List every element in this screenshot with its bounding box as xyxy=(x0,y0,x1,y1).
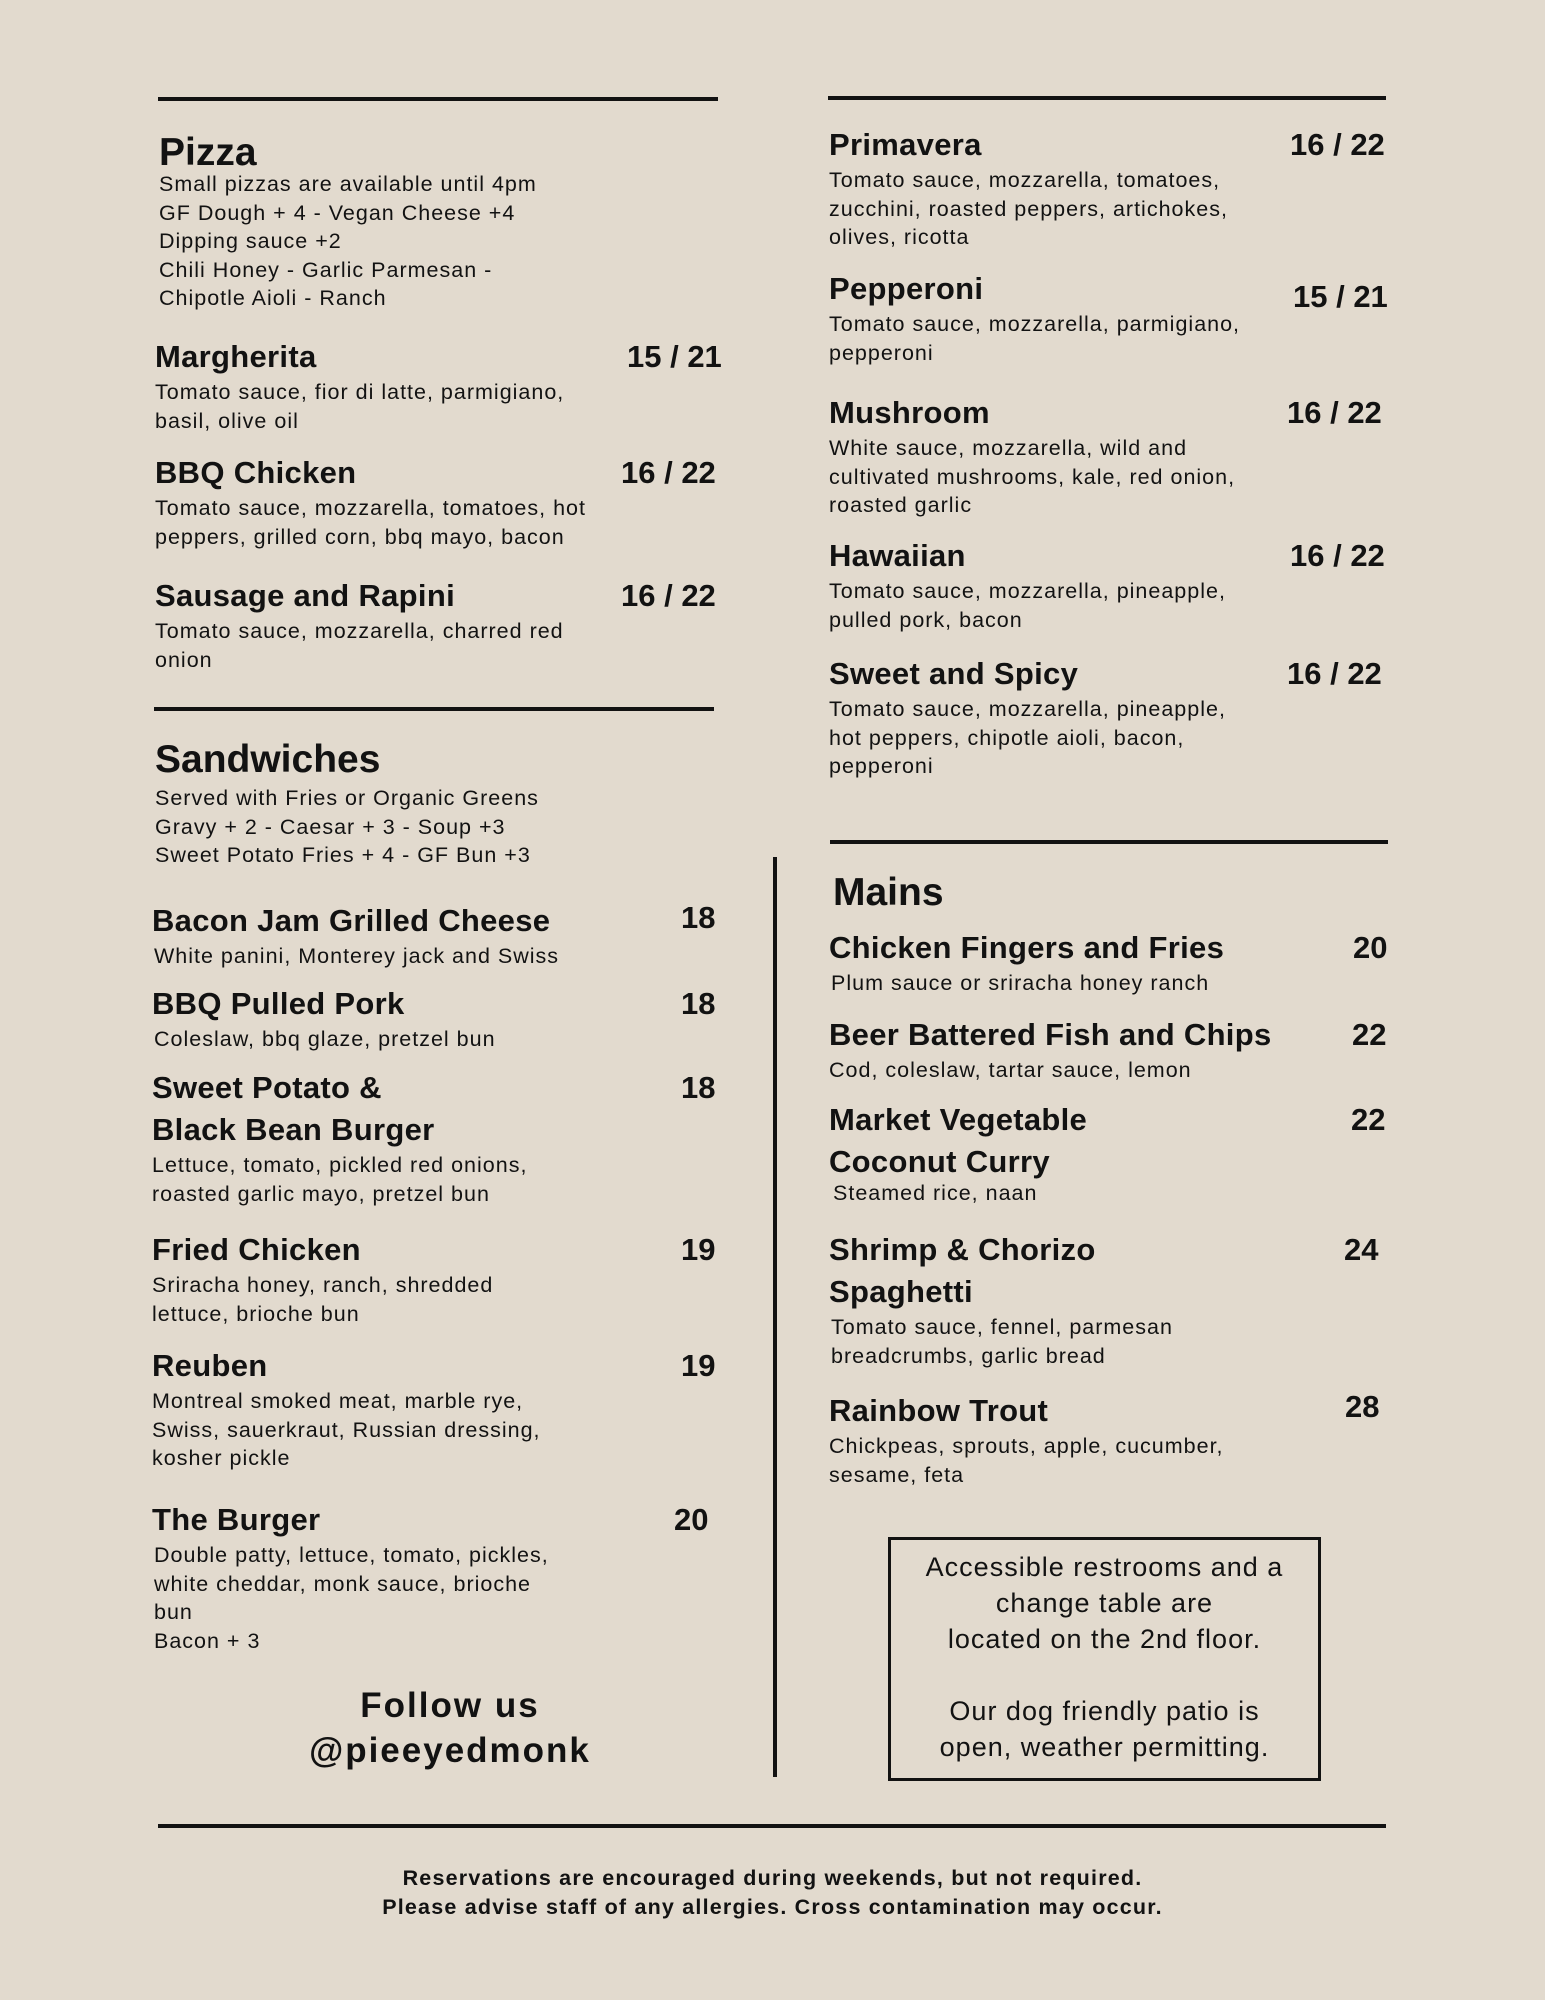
pizza-note: Small pizzas are available until 4pm xyxy=(159,172,537,196)
item-desc xyxy=(829,1313,1394,1370)
footer-line: Reservations are encouraged during weekends, but not required. xyxy=(402,1866,1143,1890)
item-name: Sweet Potato & xyxy=(152,1070,382,1105)
item-price: 19 xyxy=(681,1348,716,1383)
menu-item xyxy=(152,900,722,971)
info-line: Accessible restrooms and a xyxy=(925,1552,1284,1582)
item-name: BBQ Chicken xyxy=(155,455,357,490)
sandwiches-title: Sandwiches xyxy=(155,738,381,781)
item-price: 16 / 22 xyxy=(1287,395,1382,430)
item-name: Market Vegetable xyxy=(829,1102,1088,1137)
info-box xyxy=(888,1537,1321,1781)
desc-line: Tomato sauce, mozzarella, pineapple, xyxy=(829,579,1226,603)
desc-line: White sauce, mozzarella, wild and xyxy=(829,436,1188,460)
item-price: 18 xyxy=(681,900,716,935)
sandwiches-notes xyxy=(155,784,539,870)
info-line: change table are xyxy=(995,1588,1214,1618)
menu-item xyxy=(829,927,1394,998)
item-desc xyxy=(152,1025,722,1054)
desc-line: sesame, feta xyxy=(829,1462,965,1487)
social-handle: @pieeyedmonk xyxy=(309,1731,591,1770)
menu-item xyxy=(829,1229,1394,1370)
info-line xyxy=(891,1657,1318,1693)
menu-item xyxy=(152,1345,722,1473)
pizza-note: GF Dough + 4 - Vegan Cheese +4 xyxy=(159,200,516,225)
item-price: 15 / 21 xyxy=(627,339,722,374)
item-price: 20 xyxy=(1353,930,1388,965)
item-price: 16 / 22 xyxy=(621,578,716,613)
item-name: Coconut Curry xyxy=(829,1144,1050,1179)
menu-item xyxy=(829,1014,1394,1085)
desc-line: Swiss, sauerkraut, Russian dressing, xyxy=(152,1417,541,1442)
item-name: Reuben xyxy=(152,1348,268,1383)
item-name: Hawaiian xyxy=(829,538,966,573)
item-price: 16 / 22 xyxy=(1287,656,1382,691)
menu-item xyxy=(829,653,1394,781)
desc-line: Bacon + 3 xyxy=(154,1628,261,1653)
desc-line: Tomato sauce, mozzarella, tomatoes, xyxy=(829,168,1221,192)
menu-item xyxy=(829,124,1394,252)
sandwiches-top-rule xyxy=(154,707,714,711)
pizza-top-rule xyxy=(158,97,718,101)
item-desc xyxy=(155,494,725,551)
item-name: Rainbow Trout xyxy=(829,1393,1049,1428)
footer-line: Please advise staff of any allergies. Cross contamination may occur. xyxy=(382,1895,1163,1919)
item-name: Primavera xyxy=(829,127,982,162)
item-desc xyxy=(829,1432,1394,1489)
footer xyxy=(0,1864,1545,1922)
menu-item xyxy=(152,1067,722,1208)
item-name: BBQ Pulled Pork xyxy=(152,986,405,1021)
desc-line: basil, olive oil xyxy=(155,408,299,433)
menu-item xyxy=(152,983,722,1054)
menu-item xyxy=(829,1099,1394,1208)
item-desc xyxy=(829,434,1394,520)
item-desc xyxy=(829,969,1394,998)
desc-line: Chickpeas, sprouts, apple, cucumber, xyxy=(829,1434,1224,1458)
footer-top-rule xyxy=(158,1824,1386,1828)
item-desc xyxy=(155,378,725,435)
pizza-note: Chipotle Aioli - Ranch xyxy=(159,286,387,310)
sandwiches-note: Served with Fries or Organic Greens xyxy=(155,786,539,810)
item-price: 16 / 22 xyxy=(621,455,716,490)
item-desc xyxy=(152,942,722,971)
item-price: 18 xyxy=(681,1070,716,1105)
pizza-note: Dipping sauce +2 xyxy=(159,229,342,253)
desc-line: Tomato sauce, mozzarella, tomatoes, hot xyxy=(155,496,586,520)
menu-item xyxy=(829,535,1394,634)
menu-item xyxy=(152,1229,722,1328)
desc-line: Steamed rice, naan xyxy=(833,1181,1038,1205)
item-price: 18 xyxy=(681,986,716,1021)
menu-item xyxy=(829,268,1394,367)
item-desc xyxy=(155,617,725,674)
sandwiches-note: Gravy + 2 - Caesar + 3 - Soup +3 xyxy=(155,814,506,839)
item-desc xyxy=(829,1056,1394,1085)
item-desc xyxy=(829,577,1394,634)
mains-title: Mains xyxy=(833,871,944,914)
item-price: 20 xyxy=(674,1502,709,1537)
desc-line: Plum sauce or sriracha honey ranch xyxy=(831,971,1210,995)
pizza-title: Pizza xyxy=(159,131,257,174)
desc-line: White panini, Monterey jack and Swiss xyxy=(154,944,560,968)
item-price: 22 xyxy=(1352,1017,1387,1052)
item-desc xyxy=(152,1387,722,1473)
desc-line: Sriracha honey, ranch, shredded xyxy=(152,1273,494,1297)
pizza-notes xyxy=(159,170,537,313)
desc-line: Montreal smoked meat, marble rye, xyxy=(152,1389,524,1413)
menu-item xyxy=(155,575,725,674)
item-price: 24 xyxy=(1344,1232,1379,1267)
info-line: open, weather permitting. xyxy=(939,1732,1270,1762)
desc-line: Tomato sauce, mozzarella, pineapple, xyxy=(829,697,1226,721)
item-name: Sweet and Spicy xyxy=(829,656,1079,691)
info-line: located on the 2nd floor. xyxy=(947,1624,1262,1654)
item-desc xyxy=(829,310,1394,367)
menu-item xyxy=(829,1390,1394,1489)
desc-line: bun xyxy=(154,1600,193,1624)
menu-item xyxy=(152,1499,722,1655)
item-name: Spaghetti xyxy=(829,1274,973,1309)
item-desc xyxy=(152,1271,722,1328)
item-name: Margherita xyxy=(155,339,317,374)
desc-line: Tomato sauce, mozzarella, parmigiano, xyxy=(829,312,1241,336)
pizza-note: Chili Honey - Garlic Parmesan - xyxy=(159,257,493,282)
item-name: Chicken Fingers and Fries xyxy=(829,930,1225,965)
desc-line: Tomato sauce, fior di latte, parmigiano, xyxy=(155,380,565,404)
desc-line: Tomato sauce, fennel, parmesan xyxy=(831,1315,1173,1339)
item-desc xyxy=(829,695,1394,781)
item-desc xyxy=(152,1151,722,1208)
info-line: Our dog friendly patio is xyxy=(949,1696,1260,1726)
item-name: Black Bean Burger xyxy=(152,1112,435,1147)
item-price: 28 xyxy=(1345,1389,1380,1424)
right-top-rule xyxy=(828,96,1386,100)
item-name: The Burger xyxy=(152,1502,321,1537)
mains-top-rule xyxy=(830,840,1388,844)
desc-line: Tomato sauce, mozzarella, charred red xyxy=(155,619,564,643)
item-price: 16 / 22 xyxy=(1290,127,1385,162)
desc-line: kosher pickle xyxy=(152,1446,291,1470)
item-desc xyxy=(829,166,1394,252)
desc-line: roasted garlic xyxy=(829,493,973,517)
desc-line: breadcrumbs, garlic bread xyxy=(831,1343,1106,1368)
desc-line: roasted garlic mayo, pretzel bun xyxy=(152,1181,490,1206)
desc-line: peppers, grilled corn, bbq mayo, bacon xyxy=(155,524,565,549)
desc-line: zucchini, roasted peppers, artichokes, xyxy=(829,196,1228,221)
desc-line: Lettuce, tomato, pickled red onions, xyxy=(152,1153,528,1177)
desc-line: white cheddar, monk sauce, brioche xyxy=(154,1571,532,1596)
item-price: 16 / 22 xyxy=(1290,538,1385,573)
item-name: Shrimp & Chorizo xyxy=(829,1232,1096,1267)
item-price: 19 xyxy=(681,1232,716,1267)
desc-line: pepperoni xyxy=(829,340,934,365)
desc-line: olives, ricotta xyxy=(829,225,970,249)
desc-line: hot peppers, chipotle aioli, bacon, xyxy=(829,725,1185,750)
desc-line: onion xyxy=(155,647,213,672)
menu-item xyxy=(829,392,1394,520)
item-name: Fried Chicken xyxy=(152,1232,361,1267)
item-name: Beer Battered Fish and Chips xyxy=(829,1017,1272,1052)
desc-line: Double patty, lettuce, tomato, pickles, xyxy=(154,1543,549,1567)
follow-heading: Follow us xyxy=(360,1686,540,1725)
desc-line: lettuce, brioche bun xyxy=(152,1301,360,1326)
desc-line: Coleslaw, bbq glaze, pretzel bun xyxy=(154,1027,496,1051)
item-desc xyxy=(829,1179,1394,1208)
desc-line: cultivated mushrooms, kale, red onion, xyxy=(829,464,1236,489)
item-name: Sausage and Rapini xyxy=(155,578,455,613)
item-name: Pepperoni xyxy=(829,271,984,306)
desc-line: pulled pork, bacon xyxy=(829,607,1023,632)
desc-line: Cod, coleslaw, tartar sauce, lemon xyxy=(829,1058,1192,1082)
item-desc xyxy=(152,1541,722,1655)
social-follow xyxy=(200,1683,700,1773)
item-name: Bacon Jam Grilled Cheese xyxy=(152,903,551,938)
menu-item xyxy=(155,336,725,435)
item-name: Mushroom xyxy=(829,395,990,430)
item-price: 15 / 21 xyxy=(1293,279,1388,314)
menu-item xyxy=(155,452,725,551)
desc-line: pepperoni xyxy=(829,754,934,778)
item-price: 22 xyxy=(1351,1102,1386,1137)
column-divider xyxy=(773,857,777,1777)
sandwiches-note: Sweet Potato Fries + 4 - GF Bun +3 xyxy=(155,843,531,867)
